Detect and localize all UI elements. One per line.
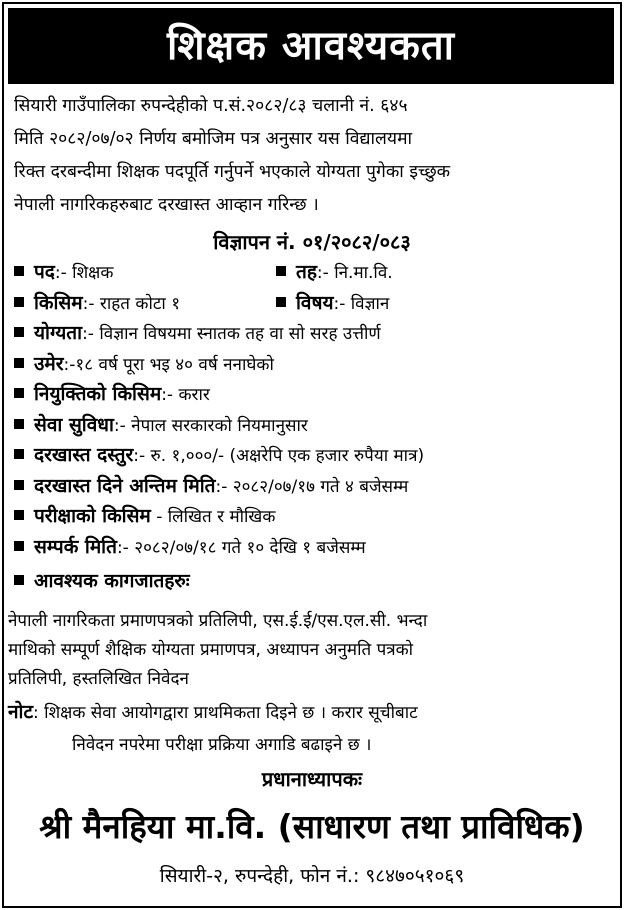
type-sep: :- <box>82 293 95 314</box>
school-address: सियारी-२, रुपन्देही, फोन नं.: ९८४७०५१०६९ <box>159 865 465 887</box>
intro-line: रिक्त दरबन्दीमा शिक्षक पदपूर्ति गर्नुपर्ने भएकाले योग्यता पुगेका इच्छुक <box>14 162 451 182</box>
age-sep: :- <box>63 354 76 375</box>
bullet-icon <box>276 266 286 276</box>
bullet-icon <box>14 449 24 459</box>
contact-date-value: २०८२/०७/१८ गते १० देखि १ बजेसम्म <box>134 537 366 558</box>
subject-label: विषय <box>296 291 334 314</box>
documents-line: नेपाली नागरिकता प्रमाणपत्रको प्रतिलिपी, एस.ई.ई/एस.एल.सी. भन्दा <box>8 611 428 631</box>
bullet-icon <box>14 480 24 490</box>
note-line-1: : शिक्षक सेवा आयोगद्वारा प्राथमिकता दिइने छ । करार सूचीबाट <box>33 703 418 723</box>
subject-sep: :- <box>333 293 346 314</box>
level-label: तह <box>296 261 317 283</box>
documents-label: आवश्यक कागजातहरुः <box>34 570 190 592</box>
type-label: किसिम <box>34 291 83 314</box>
appointment-type-value: करार <box>178 385 210 405</box>
appointment-type-label: नियुक्तिको किसिम <box>34 383 162 405</box>
qualification-label: योग्यता <box>34 322 83 344</box>
exam-type-value: लिखित र मौखिक <box>167 507 276 527</box>
documents-paragraph <box>8 607 612 694</box>
bullet-icon <box>14 510 24 520</box>
fee-label: दरखास्त दस्तुर <box>34 444 134 466</box>
bullet-icon <box>14 266 24 276</box>
exam-type-sep: - <box>150 507 163 527</box>
benefits-label: सेवा सुविधा <box>34 413 114 436</box>
row-contact-date <box>14 533 614 564</box>
post-sep: :- <box>54 263 67 283</box>
level-sep: :- <box>316 263 329 283</box>
note-line-2: निवेदन नपरेमा परीक्षा प्रक्रिया अगाडि बढाइने छ । <box>72 735 372 755</box>
exam-type-label: परीक्षाको किसिम <box>34 505 151 527</box>
notice-title: शिक्षक आवश्यकता <box>8 8 614 84</box>
row-exam-type <box>14 502 614 533</box>
age-value: १८ वर्ष पूरा भइ ४० वर्ष ननाघेको <box>75 354 274 375</box>
deadline-sep: :- <box>215 476 228 497</box>
bullet-icon <box>14 541 24 551</box>
appointment-type-sep: :- <box>161 385 174 405</box>
principal-title: प्रधानाध्यापकः <box>261 767 363 791</box>
qualification-value: विज्ञान विषयमा स्नातक तह वा सो सरह उत्तीर्ण <box>99 324 381 344</box>
row-benefits <box>14 411 614 442</box>
post-label: पद <box>34 261 55 283</box>
note-paragraph <box>8 696 614 761</box>
type-value: राहत कोटा १ <box>99 293 181 314</box>
level-value: नि.मा.वि. <box>334 263 393 283</box>
deadline-label: दरखास्त दिने अन्तिम मिति <box>34 474 216 497</box>
row-qualification <box>14 319 614 350</box>
level-item <box>276 258 393 284</box>
fee-value: रु. १,०००/- (अक्षरेपि एक हजार रुपैया मात्र) <box>150 446 425 466</box>
deadline-value: २०८२/०७/१७ गते ४ बजेसम्म <box>232 476 409 497</box>
bullet-icon <box>14 358 24 368</box>
advertisement-number: विज्ञापन नं. ०१/२०८२/०८३ <box>213 230 411 254</box>
fee-sep: :- <box>133 446 146 466</box>
documents-line: प्रतिलिपी, हस्तलिखित निवेदन <box>8 669 189 689</box>
subject-value: विज्ञान <box>350 293 390 314</box>
subject-item <box>276 289 389 315</box>
row-age <box>14 350 614 381</box>
benefits-sep: :- <box>113 415 126 436</box>
row-type-subject <box>14 289 614 320</box>
intro-paragraph <box>14 90 612 222</box>
bullet-icon <box>14 297 24 307</box>
bullet-icon <box>14 388 24 398</box>
bullet-icon <box>14 327 24 337</box>
bullet-icon <box>276 297 286 307</box>
contact-date-label: सम्पर्क मिति <box>34 535 117 558</box>
intro-line: नेपाली नागरिकहरुबाट दरखास्त आव्हान गरिन्छ । <box>14 195 319 215</box>
school-name: श्री मैनहिया मा.वि. (साधारण तथा प्राविधिक) <box>39 807 585 846</box>
post-value: शिक्षक <box>72 263 114 283</box>
qualification-sep: :- <box>82 324 94 344</box>
bullet-icon <box>14 419 24 429</box>
row-fee <box>14 441 614 472</box>
row-deadline <box>14 472 614 503</box>
documents-line: माथिको सम्पूर्ण शैक्षिक योग्यता प्रमाणपत्र, अध्यापन अनुमति पत्रको <box>8 640 414 660</box>
contact-date-sep: :- <box>116 537 129 558</box>
bullet-icon <box>14 575 24 585</box>
intro-line: सियारी गाउँपालिका रुपन्देहीको प.सं.२०८२/८३ चलानी नं. ६४५ <box>14 96 408 116</box>
row-post-level <box>14 258 614 289</box>
benefits-value: नेपाल सरकारको नियमानुसार <box>131 415 308 436</box>
row-appointment-type <box>14 380 614 411</box>
requirements-list <box>14 258 614 598</box>
age-label: उमेर <box>34 352 64 375</box>
intro-line: मिति २०८२/०७/०२ निर्णय बमोजिम पत्र अनुसार यस विद्यालयमा <box>14 129 413 149</box>
note-label: नोट <box>8 701 34 723</box>
row-documents-heading <box>14 567 614 598</box>
